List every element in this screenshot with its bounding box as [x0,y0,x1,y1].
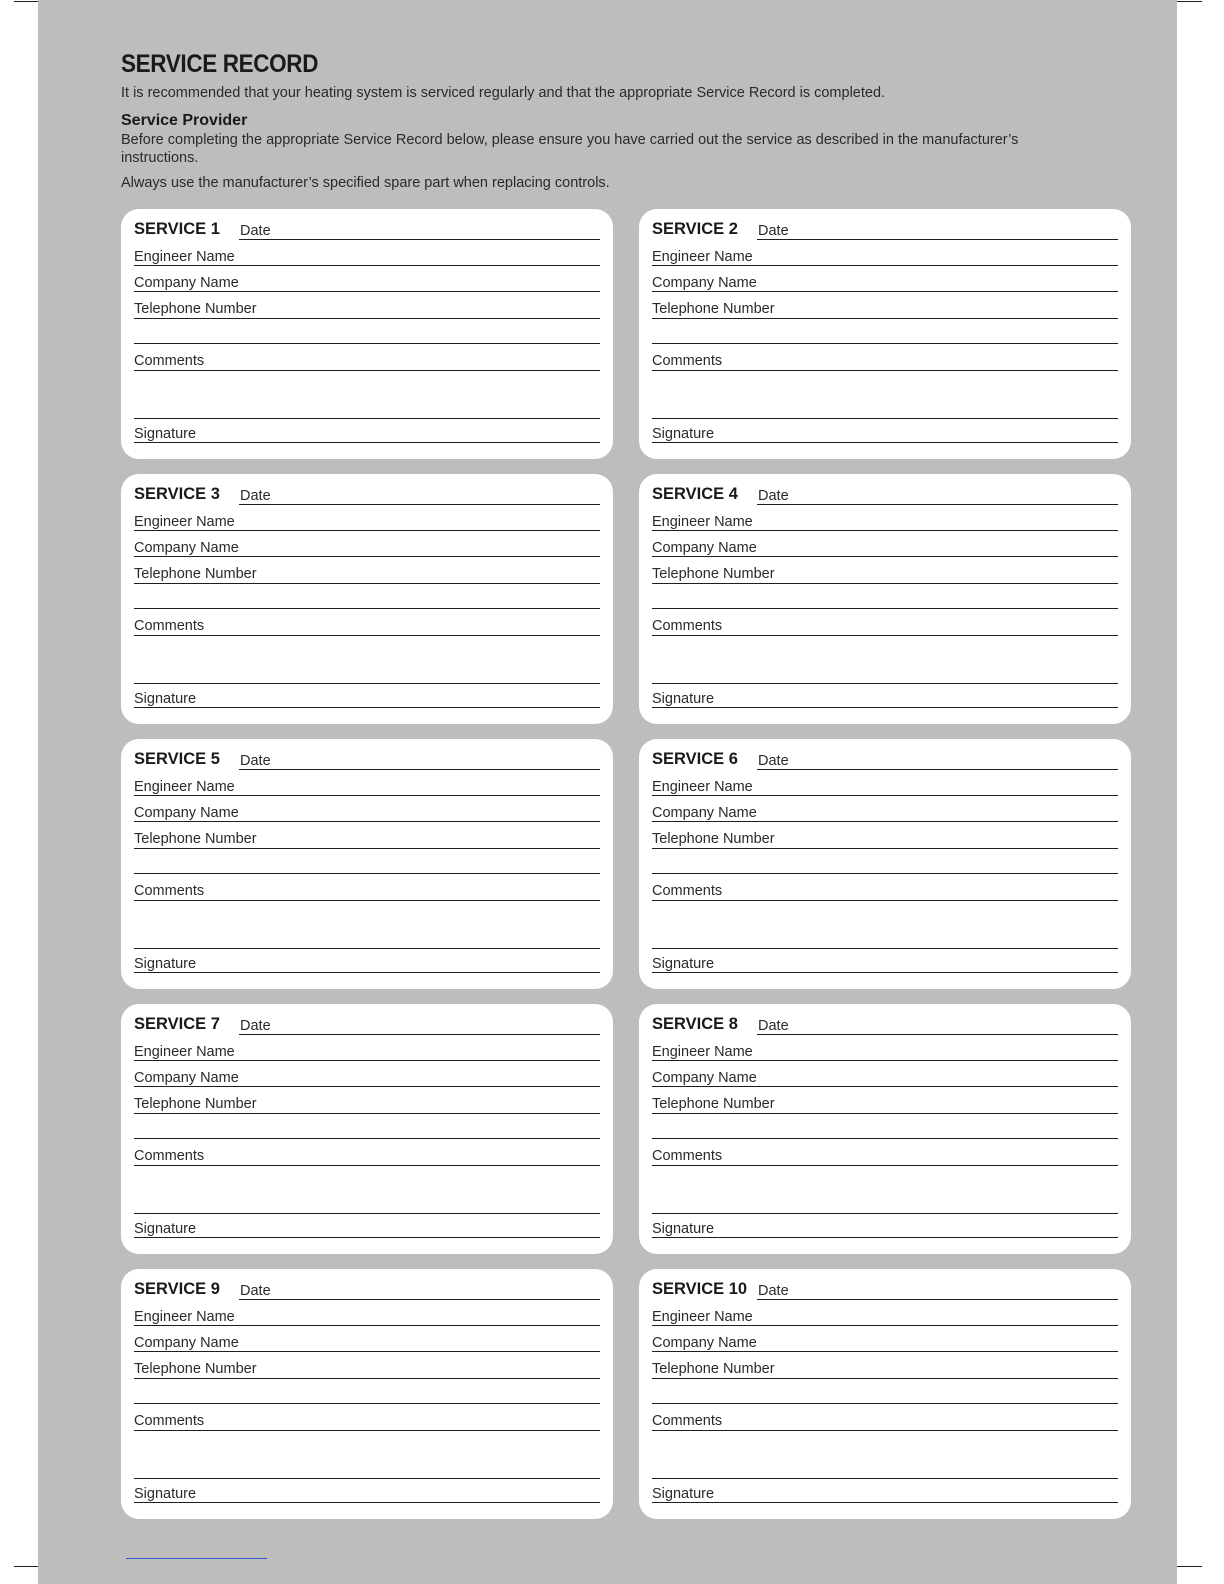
comments-field[interactable] [134,900,600,901]
signature-field[interactable] [134,1502,600,1503]
service-title: SERVICE 10 [652,1280,748,1298]
engineer-name-label: Engineer Name [652,779,753,795]
service-record-box-7 [121,1004,613,1254]
company-name-field[interactable] [134,821,600,822]
telephone-number-field[interactable] [652,318,1118,319]
telephone-number-label: Telephone Number [134,301,257,317]
comments-extra-line[interactable] [134,418,600,419]
comments-field[interactable] [134,370,600,371]
telephone-number-label: Telephone Number [134,831,257,847]
comments-field[interactable] [652,370,1118,371]
service-title: SERVICE 6 [652,750,738,768]
signature-field[interactable] [134,442,600,443]
engineer-name-label: Engineer Name [134,1044,235,1060]
company-name-label: Company Name [134,1335,239,1351]
comments-field[interactable] [652,1430,1118,1431]
comments-label: Comments [134,883,205,899]
comments-extra-line[interactable] [652,1478,1118,1479]
telephone-number-label: Telephone Number [134,1096,257,1112]
engineer-name-field[interactable] [134,1325,600,1326]
date-label: Date [758,223,789,239]
date-label: Date [240,488,271,504]
comments-field[interactable] [134,1165,600,1166]
comments-extra-line[interactable] [134,1478,600,1479]
service-record-box-10 [639,1269,1131,1519]
telephone-number-label: Telephone Number [652,1096,775,1112]
signature-field[interactable] [652,1502,1118,1503]
service-record-box-4 [639,474,1131,724]
date-field[interactable] [239,1034,600,1035]
date-field[interactable] [239,1299,600,1300]
telephone-number-label: Telephone Number [652,301,775,317]
telephone-number-label: Telephone Number [652,566,775,582]
telephone-number-field[interactable] [652,848,1118,849]
telephone-number-field[interactable] [134,1378,600,1379]
service-title: SERVICE 3 [134,485,220,503]
service-title: SERVICE 9 [134,1280,220,1298]
company-name-field[interactable] [134,1351,600,1352]
service-record-box-3 [121,474,613,724]
comments-extra-line[interactable] [652,418,1118,419]
comments-field[interactable] [134,1430,600,1431]
link-underline [126,1558,267,1559]
company-name-label: Company Name [652,1070,757,1086]
comments-extra-line[interactable] [134,1213,600,1214]
date-field[interactable] [239,504,600,505]
company-name-field[interactable] [134,556,600,557]
date-field[interactable] [757,504,1118,505]
engineer-name-label: Engineer Name [134,779,235,795]
signature-field[interactable] [652,1237,1118,1238]
telephone-number-field[interactable] [134,583,600,584]
blank-line[interactable] [652,343,1118,344]
company-name-label: Company Name [652,275,757,291]
blank-line[interactable] [134,873,600,874]
engineer-name-field[interactable] [652,1060,1118,1061]
blank-line[interactable] [652,608,1118,609]
blank-line[interactable] [134,1403,600,1404]
telephone-number-field[interactable] [652,1378,1118,1379]
comments-label: Comments [652,1148,723,1164]
comments-field[interactable] [652,635,1118,636]
comments-extra-line[interactable] [652,948,1118,949]
page-title: SERVICE RECORD [121,50,319,78]
signature-field[interactable] [134,972,600,973]
comments-extra-line[interactable] [652,1213,1118,1214]
comments-label: Comments [652,1413,723,1429]
signature-label: Signature [134,691,197,707]
comments-field[interactable] [134,635,600,636]
spare-parts-note: Always use the manufacturer’s specified spare part when replacing controls. [121,175,610,191]
company-name-label: Company Name [652,805,757,821]
service-title: SERVICE 4 [652,485,738,503]
date-label: Date [240,753,271,769]
engineer-name-label: Engineer Name [134,514,235,530]
date-label: Date [240,1283,271,1299]
engineer-name-label: Engineer Name [652,1044,753,1060]
company-name-label: Company Name [134,275,239,291]
comments-label: Comments [134,1148,205,1164]
service-record-box-9 [121,1269,613,1519]
service-title: SERVICE 2 [652,220,738,238]
service-title: SERVICE 7 [134,1015,220,1033]
company-name-field[interactable] [652,1086,1118,1087]
date-label: Date [758,1283,789,1299]
signature-label: Signature [652,1221,715,1237]
blank-line[interactable] [652,1138,1118,1139]
signature-field[interactable] [134,1237,600,1238]
crop-mark [1174,1566,1202,1567]
company-name-label: Company Name [134,1070,239,1086]
date-field[interactable] [757,239,1118,240]
company-name-field[interactable] [134,1086,600,1087]
telephone-number-field[interactable] [652,1113,1118,1114]
signature-field[interactable] [134,707,600,708]
telephone-number-label: Telephone Number [652,1361,775,1377]
date-label: Date [240,223,271,239]
date-field[interactable] [757,1299,1118,1300]
company-name-field[interactable] [652,1351,1118,1352]
engineer-name-field[interactable] [134,530,600,531]
signature-label: Signature [652,956,715,972]
service-record-box-5 [121,739,613,989]
service-record-box-6 [639,739,1131,989]
service-provider-heading: Service Provider [121,112,248,129]
telephone-number-field[interactable] [134,1113,600,1114]
comments-label: Comments [652,883,723,899]
engineer-name-field[interactable] [134,265,600,266]
engineer-name-field[interactable] [652,795,1118,796]
date-field[interactable] [239,769,600,770]
comments-extra-line[interactable] [134,948,600,949]
blank-line[interactable] [134,343,600,344]
engineer-name-label: Engineer Name [652,514,753,530]
engineer-name-field[interactable] [652,1325,1118,1326]
company-name-label: Company Name [652,1335,757,1351]
service-record-box-8 [639,1004,1131,1254]
engineer-name-label: Engineer Name [652,249,753,265]
date-label: Date [758,1018,789,1034]
comments-field[interactable] [652,1165,1118,1166]
service-record-box-1 [121,209,613,459]
signature-label: Signature [134,1221,197,1237]
signature-label: Signature [652,1486,715,1502]
company-name-label: Company Name [652,540,757,556]
engineer-name-field[interactable] [134,795,600,796]
signature-label: Signature [652,691,715,707]
company-name-label: Company Name [134,805,239,821]
telephone-number-field[interactable] [652,583,1118,584]
engineer-name-field[interactable] [652,265,1118,266]
comments-label: Comments [652,618,723,634]
date-label: Date [758,753,789,769]
service-title: SERVICE 5 [134,750,220,768]
signature-field[interactable] [652,442,1118,443]
date-label: Date [758,488,789,504]
signature-field[interactable] [652,707,1118,708]
company-name-field[interactable] [134,291,600,292]
signature-label: Signature [134,956,197,972]
engineer-name-label: Engineer Name [652,1309,753,1325]
comments-label: Comments [652,353,723,369]
signature-label: Signature [134,1486,197,1502]
intro-text: It is recommended that your heating system is serviced regularly and that the appropriate Service Record is completed. [121,85,886,101]
signature-label: Signature [652,426,715,442]
comments-field[interactable] [652,900,1118,901]
company-name-field[interactable] [652,291,1118,292]
service-record-page [38,0,1177,1584]
telephone-number-label: Telephone Number [134,566,257,582]
comments-extra-line[interactable] [134,683,600,684]
engineer-name-field[interactable] [134,1060,600,1061]
service-title: SERVICE 1 [134,220,220,238]
blank-line[interactable] [134,1138,600,1139]
company-name-field[interactable] [652,821,1118,822]
signature-label: Signature [134,426,197,442]
blank-line[interactable] [134,608,600,609]
service-record-box-2 [639,209,1131,459]
telephone-number-field[interactable] [134,318,600,319]
engineer-name-label: Engineer Name [134,1309,235,1325]
company-name-label: Company Name [134,540,239,556]
telephone-number-label: Telephone Number [134,1361,257,1377]
engineer-name-label: Engineer Name [134,249,235,265]
company-name-field[interactable] [652,556,1118,557]
date-field[interactable] [239,239,600,240]
comments-extra-line[interactable] [652,683,1118,684]
blank-line[interactable] [652,1403,1118,1404]
service-title: SERVICE 8 [652,1015,738,1033]
service-provider-text: Before completing the appropriate Service Record below, please ensure you have carried out the service as described in the manufacturer’s instructions. [121,132,1019,166]
comments-label: Comments [134,618,205,634]
crop-mark [1174,1,1202,2]
engineer-name-field[interactable] [652,530,1118,531]
comments-label: Comments [134,353,205,369]
date-label: Date [240,1018,271,1034]
telephone-number-label: Telephone Number [652,831,775,847]
signature-field[interactable] [652,972,1118,973]
comments-label: Comments [134,1413,205,1429]
telephone-number-field[interactable] [134,848,600,849]
blank-line[interactable] [652,873,1118,874]
date-field[interactable] [757,769,1118,770]
date-field[interactable] [757,1034,1118,1035]
